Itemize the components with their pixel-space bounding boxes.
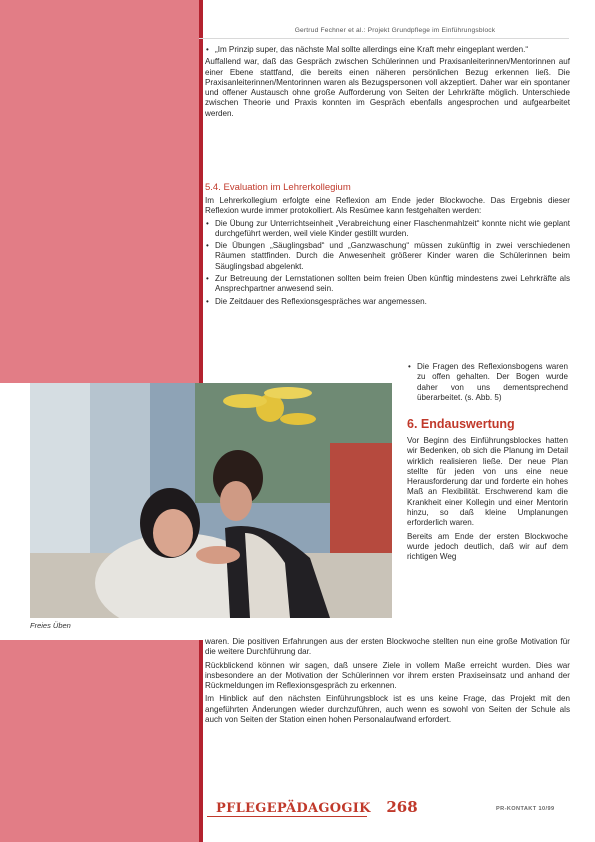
photo-caption: Freies Üben: [30, 621, 71, 630]
chapter-6-paragraph-4: Im Hinblick auf den nächsten Einführungsblock ist es uns keine Frage, das Projekt mit den angeführten Änderungen wieder durchzuführen, auch wenn es sowohl von Seiten der Schule als auch von Seiten der Station einen hohen Personalaufwand erfordert.: [205, 694, 570, 725]
evaluation-bullet-4: • Die Zeitdauer des Reflexionsgespräches war angemessen.: [205, 297, 570, 307]
practice-photo: [30, 383, 392, 618]
chapter-6-narrow-column: [407, 436, 568, 563]
intro-block: [205, 45, 570, 119]
left-rule-bottom: [199, 640, 203, 842]
side-bullet-block: [407, 362, 568, 405]
evaluation-bullet-3: • Zur Betreuung der Lernstationen sollten beim freien Üben künftig mindestens zwei Lehrkräfte als Ansprechpartner anwesend sein.: [205, 274, 570, 295]
page-number: 268: [386, 798, 418, 816]
section-heading-5-4: 5.4. Evaluation im Lehrerkollegium: [205, 182, 351, 193]
chapter-6-body: [205, 637, 570, 725]
footer-brand-block: [216, 797, 418, 816]
quote-bullet: • „Im Prinzip super, das nächste Mal sollte allerdings eine Kraft mehr eingeplant werden.“: [205, 45, 570, 55]
journal-name: PFLEGEPÄDAGOGIK: [216, 801, 371, 816]
side-bullet: • Die Fragen des Reflexionsbogens waren zu offen gehalten. Der Bogen wurde daher von uns dementsprechend überarbeitet. (s. Abb. 5): [407, 362, 568, 403]
left-color-band-top: [0, 0, 199, 383]
chapter-6-paragraph-2-end: waren. Die positiven Erfahrungen aus der ersten Blockwoche stellten nun eine große Motivation für die weitere Durchführung dar.: [205, 637, 570, 657]
chapter-6-paragraph-1: Vor Beginn des Einführungsblockes hatten wir Bedenken, ob sich die Planung im Detail wirklich realisieren ließe. Der neue Plan stellte für jeden von uns eine neue Herausforderung dar und forderte ein hohes Maß an Flexibilität. Erschwerend kam die Krankheit einer Kollegin und einer Mentorin hinzu, so daß kleine Umplanungen erforderlich waren.: [407, 436, 568, 528]
running-header: Gertrud Fechner et al.: Projekt Grundpflege im Einführungsblock: [294, 27, 496, 34]
section-5-4-intro: Im Lehrerkollegium erfolgte eine Reflexion am Ende jeder Blockwoche. Das Ergebnis dieser Reflexion wurde immer protokolliert. Als Resümee kann festgehalten werden:: [205, 196, 570, 216]
intro-paragraph: Auffallend war, daß das Gespräch zwischen Schülerinnen und Praxisanleiterinnen/Mentorinnen auf einer Ebene stattfand, die bereits einen näheren persönlichen Bezug erkennen ließ. Die Praxisanleiterinnen/Mentorinnen waren als Bezugspersonen voll akzeptiert. Daher war ein spontaner und offener Austausch ohne große Aufforderung von Seiten der Lehrkräfte möglich. Unterschiede zwischen Theorie und Praxis konnten im Gespräch ebenfalls angesprochen und aufgearbeitet werden.: [205, 57, 570, 118]
issue-label: PR-KONTAKT 10/99: [496, 806, 555, 812]
section-5-4-body: [205, 196, 570, 309]
chapter-heading-6: 6. Endauswertung: [407, 417, 515, 431]
evaluation-bullet-2: • Die Übungen „Säuglingsbad“ und „Ganzwaschung“ müssen zukünftig in zwei verschiedenen Räumen stattfinden. Durch die Anwesenheit größerer Kinder waren die Schülerinnen beim Säuglingsbad abgelenkt.: [205, 241, 570, 272]
left-color-band-bottom: [0, 640, 199, 842]
chapter-6-paragraph-3: Rückblickend können wir sagen, daß unsere Ziele in vollem Maße erreicht wurden. Dies war insbesondere an der Motivation der Schülerinnen vor ihrem ersten Praxiseinsatz und anhand der Rückmeldungen im Reflexionsgespräch zu erkennen.: [205, 660, 570, 691]
chapter-6-paragraph-2-start: Bereits am Ende der ersten Blockwoche wurde jedoch deutlich, daß wir auf dem richtigen Weg: [407, 531, 568, 562]
left-rule-top: [199, 0, 203, 383]
header-divider: [199, 38, 569, 39]
footer-underline: [207, 816, 367, 817]
evaluation-bullet-1: • Die Übung zur Unterrichtseinheit „Verabreichung einer Flaschenmahlzeit“ konnte nicht wie geplant durchgeführt werden, weil viele Kinder gestillt wurden.: [205, 219, 570, 240]
photo-illustration: [30, 383, 392, 618]
